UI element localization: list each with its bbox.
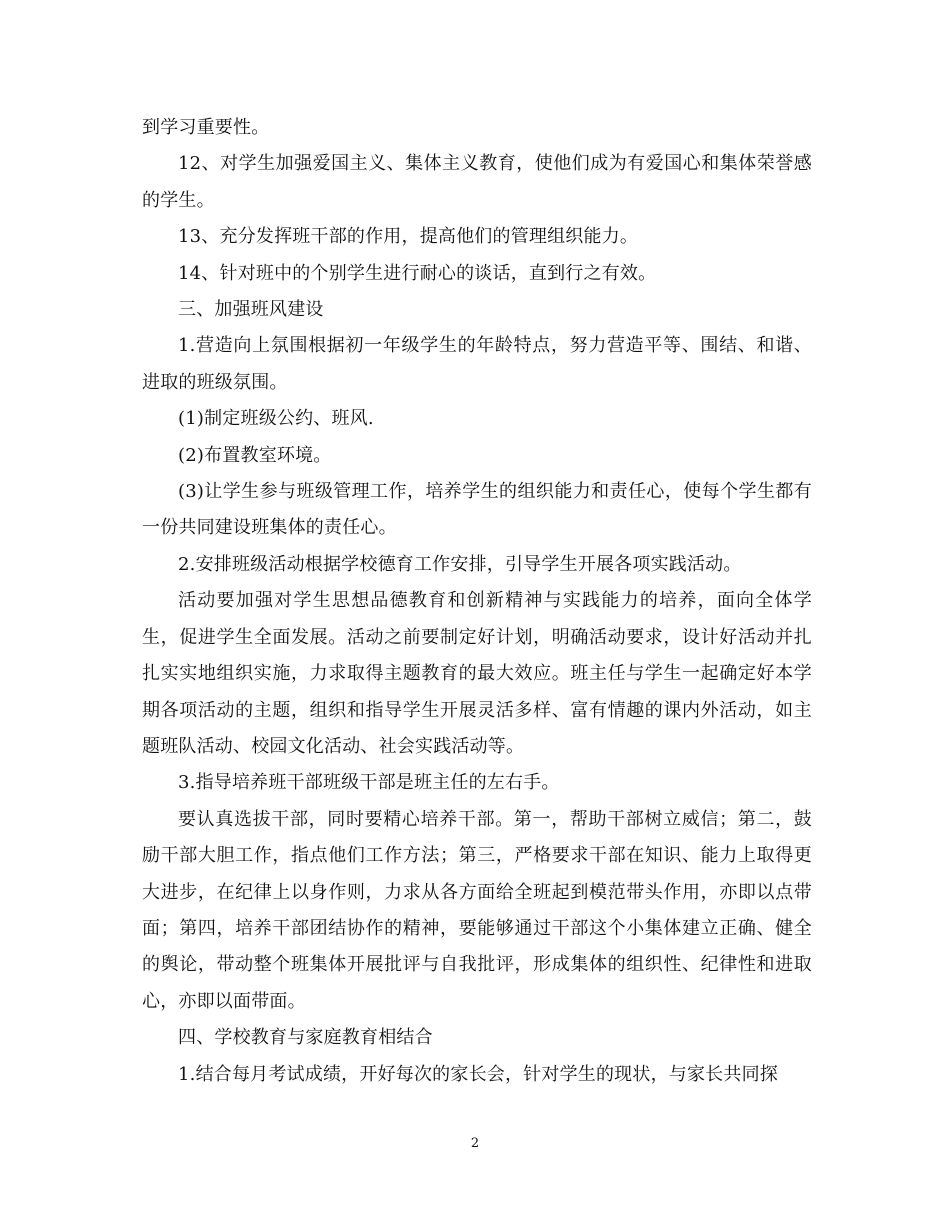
paragraph-activities-heading: 2.安排班级活动根据学校德育工作安排，引导学生开展各项实践活动。 — [178, 553, 742, 575]
page-number: 2 — [470, 1136, 480, 1151]
paragraph-sub-3: (3)让学生参与班级管理工作，培养学生的组织能力和责任心，使每个学生都有一份共同建设班集体的责任心。 — [142, 481, 812, 539]
paragraph-item-14: 14、针对班中的个别学生进行耐心的谈话，直到行之有效。 — [178, 262, 657, 284]
paragraph-sub-1: (1)制定班级公约、班风. — [178, 408, 374, 430]
paragraph-item-13: 13、充分发挥班干部的作用，提高他们的管理组织能力。 — [178, 226, 639, 248]
section-heading-3: 三、加强班风建设 — [178, 299, 324, 321]
paragraph-continuation: 到学习重要性。 — [142, 117, 270, 138]
paragraph-cadre-body: 要认真选拔干部，同时要精心培养干部。第一，帮助干部树立威信；第二，鼓励干部大胆工作，指点他们工作方法；第三，严格要求干部在知识、能力上取得更大进步，在纪律上以身作则，力求从各方面给全班起到模范带头作用，亦即以点带面；第四，培养干部团结协作的精神，要能够通过干部这个小集体建立正确、健全的舆论，带动整个班集体开展批评与自我批评，形成集体的组织性、纪律性和进取心，亦即以面带面。 — [142, 808, 812, 1012]
paragraph-cadre-heading: 3.指导培养班干部班级干部是班主任的左右手。 — [178, 772, 560, 794]
paragraph-sub-2: (2)布置教室环境。 — [178, 444, 332, 466]
document-body — [142, 110, 812, 1093]
paragraph-atmosphere: 1.营造向上氛围根据初一年级学生的年龄特点，努力营造平等、围结、和谐、进取的班级氛围。 — [142, 335, 812, 393]
paragraph-parent-meeting: 1.结合每月考试成绩，开好每次的家长会，针对学生的现状，与家长共同探 — [178, 1063, 778, 1085]
paragraph-item-12: 12、对学生加强爱国主义、集体主义教育，使他们成为有爱国心和集体荣誉感的学生。 — [142, 153, 812, 211]
paragraph-activities-body: 活动要加强对学生思想品德教育和创新精神与实践能力的培养，面向全体学生，促进学生全面发展。活动之前要制定好计划，明确活动要求，设计好活动并扎扎实实地组织实施，力求取得主题教育的最大效应。班主任与学生一起确定好本学期各项活动的主题，组织和指导学生开展灵活多样、富有情趣的课内外活动，如主题班队活动、校园文化活动、社会实践活动等。 — [142, 590, 812, 757]
section-heading-4: 四、学校教育与家庭教育相结合 — [178, 1027, 433, 1049]
